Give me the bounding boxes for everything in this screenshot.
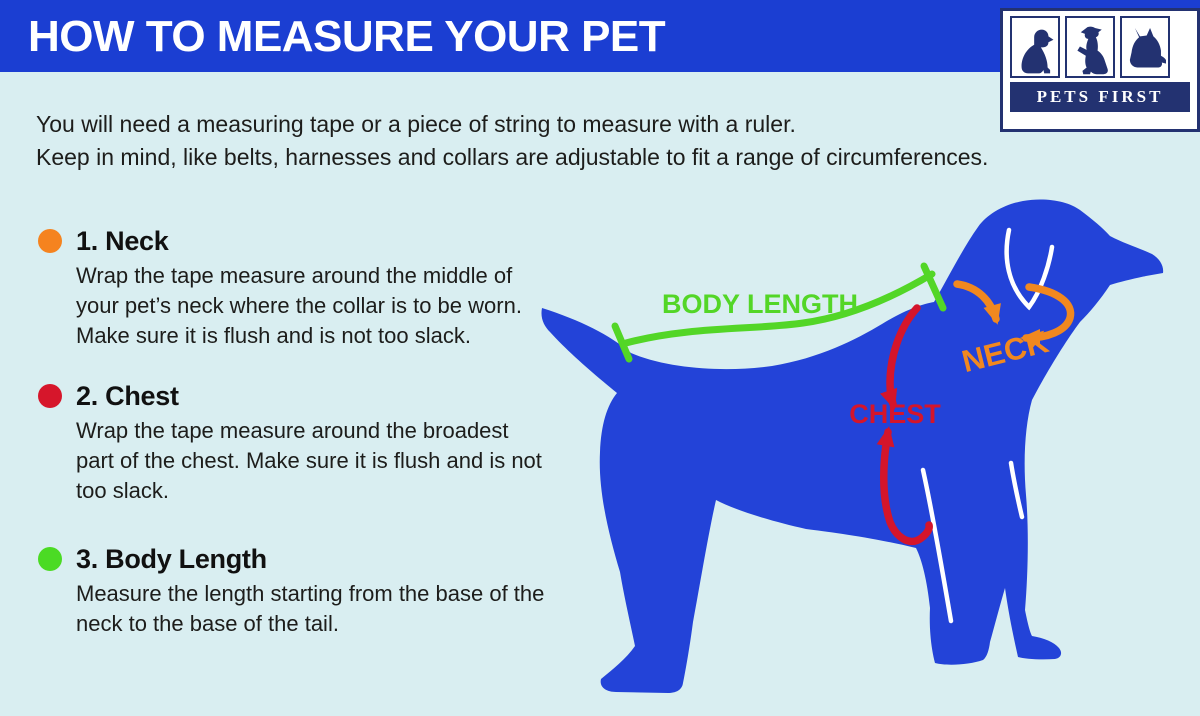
- chest-bullet: [38, 384, 62, 408]
- neck-bullet: [38, 229, 62, 253]
- step-chest-description: [76, 416, 558, 506]
- step-neck-line-2: your pet’s neck where the collar is to be worn.: [76, 293, 522, 318]
- chest-label: CHEST: [849, 399, 941, 429]
- body-length-bullet: [38, 547, 62, 571]
- intro-line-1: You will need a measuring tape or a piece of string to measure with a ruler.: [36, 111, 796, 137]
- logo-dog-row: [1010, 16, 1190, 78]
- logo-brand-text: PETS FIRST: [1010, 82, 1190, 112]
- step-chest: [38, 381, 558, 506]
- step-chest-line-1: Wrap the tape measure around the broadest: [76, 418, 509, 443]
- dog-diagram-svg: [520, 180, 1200, 711]
- step-body-length-line-1: Measure the length starting from the base of the: [76, 581, 545, 606]
- step-chest-line-2: part of the chest. Make sure it is flush and is not: [76, 448, 542, 473]
- step-chest-heading: 2. Chest: [76, 381, 179, 411]
- step-neck-description: [76, 261, 558, 351]
- step-neck: [38, 226, 558, 351]
- dog-silhouette: [541, 199, 1163, 693]
- pets-first-logo: [1000, 8, 1200, 132]
- step-neck-heading: 1. Neck: [76, 226, 169, 256]
- step-neck-line-1: Wrap the tape measure around the middle of: [76, 263, 513, 288]
- step-body-length-description: [76, 579, 558, 639]
- measurement-diagram: [520, 180, 1200, 711]
- step-neck-line-3: Make sure it is flush and is not too slack.: [76, 323, 471, 348]
- page-title: HOW TO MEASURE YOUR PET: [28, 12, 666, 61]
- intro-text: [36, 108, 988, 174]
- begging-dog-icon: [1065, 16, 1115, 78]
- intro-line-2: Keep in mind, like belts, harnesses and collars are adjustable to fit a range of circumferences.: [36, 144, 989, 170]
- step-body-length: [38, 544, 558, 639]
- shepherd-dog-icon: [1120, 16, 1170, 78]
- step-chest-line-3: too slack.: [76, 478, 169, 503]
- body-length-label: BODY LENGTH: [661, 289, 859, 319]
- step-body-length-line-2: neck to the base of the tail.: [76, 611, 339, 636]
- neck-label: NECK: [958, 323, 1053, 380]
- sitting-dog-icon: [1010, 16, 1060, 78]
- step-body-length-heading: 3. Body Length: [76, 544, 267, 574]
